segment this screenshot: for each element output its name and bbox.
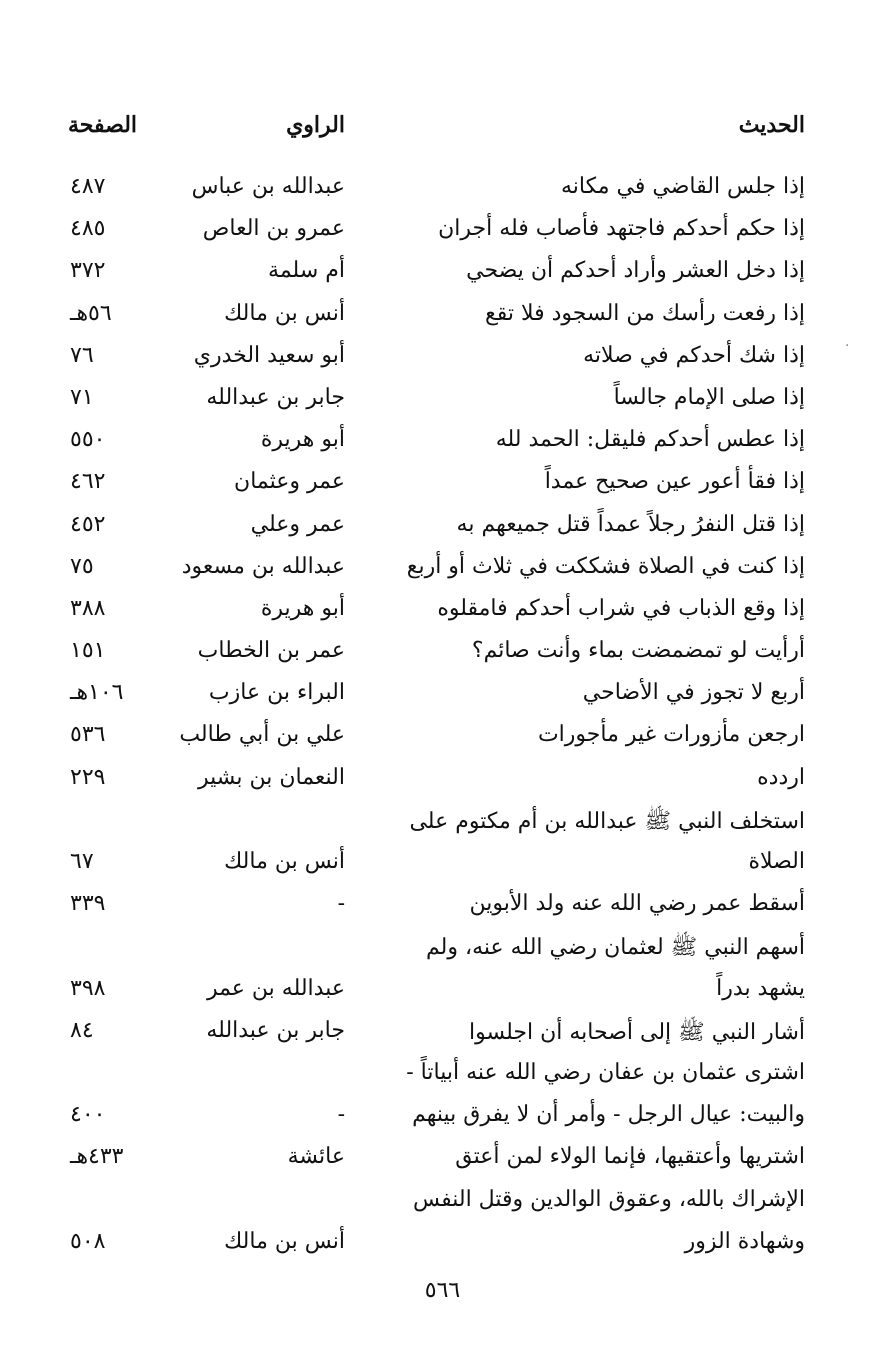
narrator-name: عائشة: [287, 1144, 345, 1170]
hadith-index-list: [0, 170, 885, 1267]
table-row: [0, 803, 885, 845]
narrator-name: النعمان بن بشير: [197, 764, 345, 790]
page-reference: ٥٥٠: [70, 427, 106, 453]
table-row: [0, 508, 885, 550]
table-header: [0, 112, 885, 148]
narrator-name: أبو سعيد الخدري: [193, 342, 345, 368]
table-row: [0, 1140, 885, 1182]
hadith-text: اشترى عثمان بن عفان رضي الله عنه أبياتاً -: [406, 1059, 805, 1085]
hadith-text: أربع لا تجوز في الأضاحي: [582, 680, 805, 706]
table-row: [0, 718, 885, 760]
page-column-header: الصفحة: [68, 112, 138, 138]
table-row: [0, 297, 885, 339]
page-reference: ٤٣٣هـ: [70, 1144, 124, 1170]
page-reference: ٥٠٨: [70, 1228, 106, 1254]
margin-mark: ·: [845, 338, 850, 354]
hadith-column-header: الحديث: [738, 112, 805, 138]
table-row: [0, 634, 885, 676]
page-reference: ٢٢٩: [70, 764, 106, 790]
page-reference: ٧٦: [70, 342, 94, 368]
narrator-name: جابر بن عبدالله: [206, 384, 345, 410]
hadith-text: يشهد بدراً: [716, 975, 805, 1001]
table-row: [0, 845, 885, 887]
narrator-name: عمر وعلي: [250, 511, 345, 537]
table-row: [0, 929, 885, 971]
page-reference: ٤٠٠: [70, 1102, 106, 1128]
page-reference: ٣٧٢: [70, 258, 106, 284]
hadith-text: استخلف النبي ﷺ عبدالله بن أم مكتوم على: [409, 808, 805, 834]
table-row: [0, 423, 885, 465]
narrator-name: عمرو بن العاص: [202, 216, 345, 242]
hadith-text: إذا قتل النفرُ رجلاً عمداً قتل جميعهم به: [456, 511, 805, 537]
table-row: [0, 1056, 885, 1098]
hadith-text: ارجعن مأزورات غير مأجورات: [537, 722, 805, 748]
narrator-name: أم سلمة: [268, 258, 345, 284]
table-row: [0, 887, 885, 929]
page-reference: ٨٤: [70, 1017, 94, 1043]
hadith-text: إذا وقع الذباب في شراب أحدكم فامقلوه: [437, 595, 805, 621]
narrator-name: عمر وعثمان: [234, 469, 345, 495]
hadith-text: إذا رفعت رأسك من السجود فلا تقع: [485, 300, 805, 326]
page-reference: ٤٨٥: [70, 216, 106, 242]
table-row: [0, 465, 885, 507]
page-reference: ٤٨٧: [70, 174, 106, 199]
page-reference: ٥٣٦: [70, 722, 106, 748]
hadith-text: إذا صلى الإمام جالساً: [613, 384, 805, 410]
table-row: [0, 212, 885, 254]
hadith-text: الإشراك بالله، وعقوق الوالدين وقتل النفس: [413, 1186, 805, 1212]
table-row: [0, 550, 885, 592]
narrator-name: أنس بن مالك: [224, 1228, 345, 1254]
hadith-text: اردده: [757, 764, 805, 790]
narrator-name: أنس بن مالك: [224, 849, 345, 874]
table-row: [0, 676, 885, 718]
narrator-name: أبو هريرة: [260, 595, 345, 621]
narrator-name: عبدالله بن مسعود: [181, 553, 345, 579]
table-row: [0, 972, 885, 1014]
hadith-text: أسقط عمر رضي الله عنه ولد الأبوين: [469, 891, 805, 917]
table-row: [0, 1183, 885, 1225]
hadith-text: إذا كنت في الصلاة فشككت في ثلاث أو أربع: [406, 553, 805, 579]
page-reference: ٧٥: [70, 553, 94, 579]
hadith-text: وشهادة الزور: [684, 1228, 805, 1254]
hadith-text: إذا شك أحدكم في صلاته: [583, 342, 805, 368]
narrator-name: أنس بن مالك: [224, 300, 345, 326]
narrator-name: البراء بن عازب: [208, 680, 345, 706]
page-reference: ٦٧: [70, 849, 94, 874]
narrator-name: عبدالله بن عمر: [206, 975, 345, 1001]
narrator-name: عمر بن الخطاب: [197, 638, 345, 664]
narrator-name: -: [337, 1102, 345, 1128]
page-reference: ٣٣٩: [70, 891, 106, 917]
page-reference: ٣٨٨: [70, 595, 106, 621]
table-row: [0, 170, 885, 212]
table-row: [0, 592, 885, 634]
table-row: [0, 339, 885, 381]
table-row: [0, 1098, 885, 1140]
table-row: [0, 761, 885, 803]
page-reference: ٣٩٨: [70, 975, 106, 1001]
page-reference: ١٥١: [70, 638, 106, 664]
hadith-text: والبيت: عيال الرجل - وأمر أن لا يفرق بينهم: [412, 1102, 805, 1128]
hadith-text: اشتريها وأعتقيها، فإنما الولاء لمن أعتق: [455, 1144, 805, 1170]
narrator-name: أبو هريرة: [260, 427, 345, 453]
hadith-text: إذا حكم أحدكم فاجتهد فأصاب فله أجران: [438, 216, 805, 242]
table-row: [0, 1014, 885, 1056]
page-reference: ٥٦هـ: [70, 300, 112, 326]
hadith-text: إذا دخل العشر وأراد أحدكم أن يضحي: [466, 258, 805, 284]
hadith-text: إذا جلس القاضي في مكانه: [561, 174, 805, 199]
narrator-name: عبدالله بن عباس: [191, 174, 345, 199]
page-reference: ٤٥٢: [70, 511, 106, 537]
table-row: [0, 1225, 885, 1267]
hadith-text: أشار النبي ﷺ إلى أصحابه أن اجلسوا: [469, 1019, 805, 1045]
page-reference: ١٠٦هـ: [70, 680, 124, 706]
hadith-text: إذا فقأ أعور عين صحيح عمداً: [544, 469, 805, 495]
hadith-text: أسهم النبي ﷺ لعثمان رضي الله عنه، ولم: [426, 935, 805, 961]
hadith-text: أرأيت لو تمضمضت بماء وأنت صائم؟: [471, 638, 805, 664]
narrator-name: -: [337, 891, 345, 917]
table-row: [0, 254, 885, 296]
page-number: ٥٦٦: [424, 1278, 461, 1303]
table-row: [0, 381, 885, 423]
hadith-text: الصلاة: [748, 849, 805, 874]
narrator-name: علي بن أبي طالب: [179, 722, 345, 748]
page-reference: ٤٦٢: [70, 469, 106, 495]
page-reference: ٧١: [70, 384, 94, 410]
narrator-name: جابر بن عبدالله: [206, 1017, 345, 1043]
narrator-column-header: الراوي: [286, 112, 345, 138]
hadith-text: إذا عطس أحدكم فليقل: الحمد لله: [495, 427, 805, 453]
